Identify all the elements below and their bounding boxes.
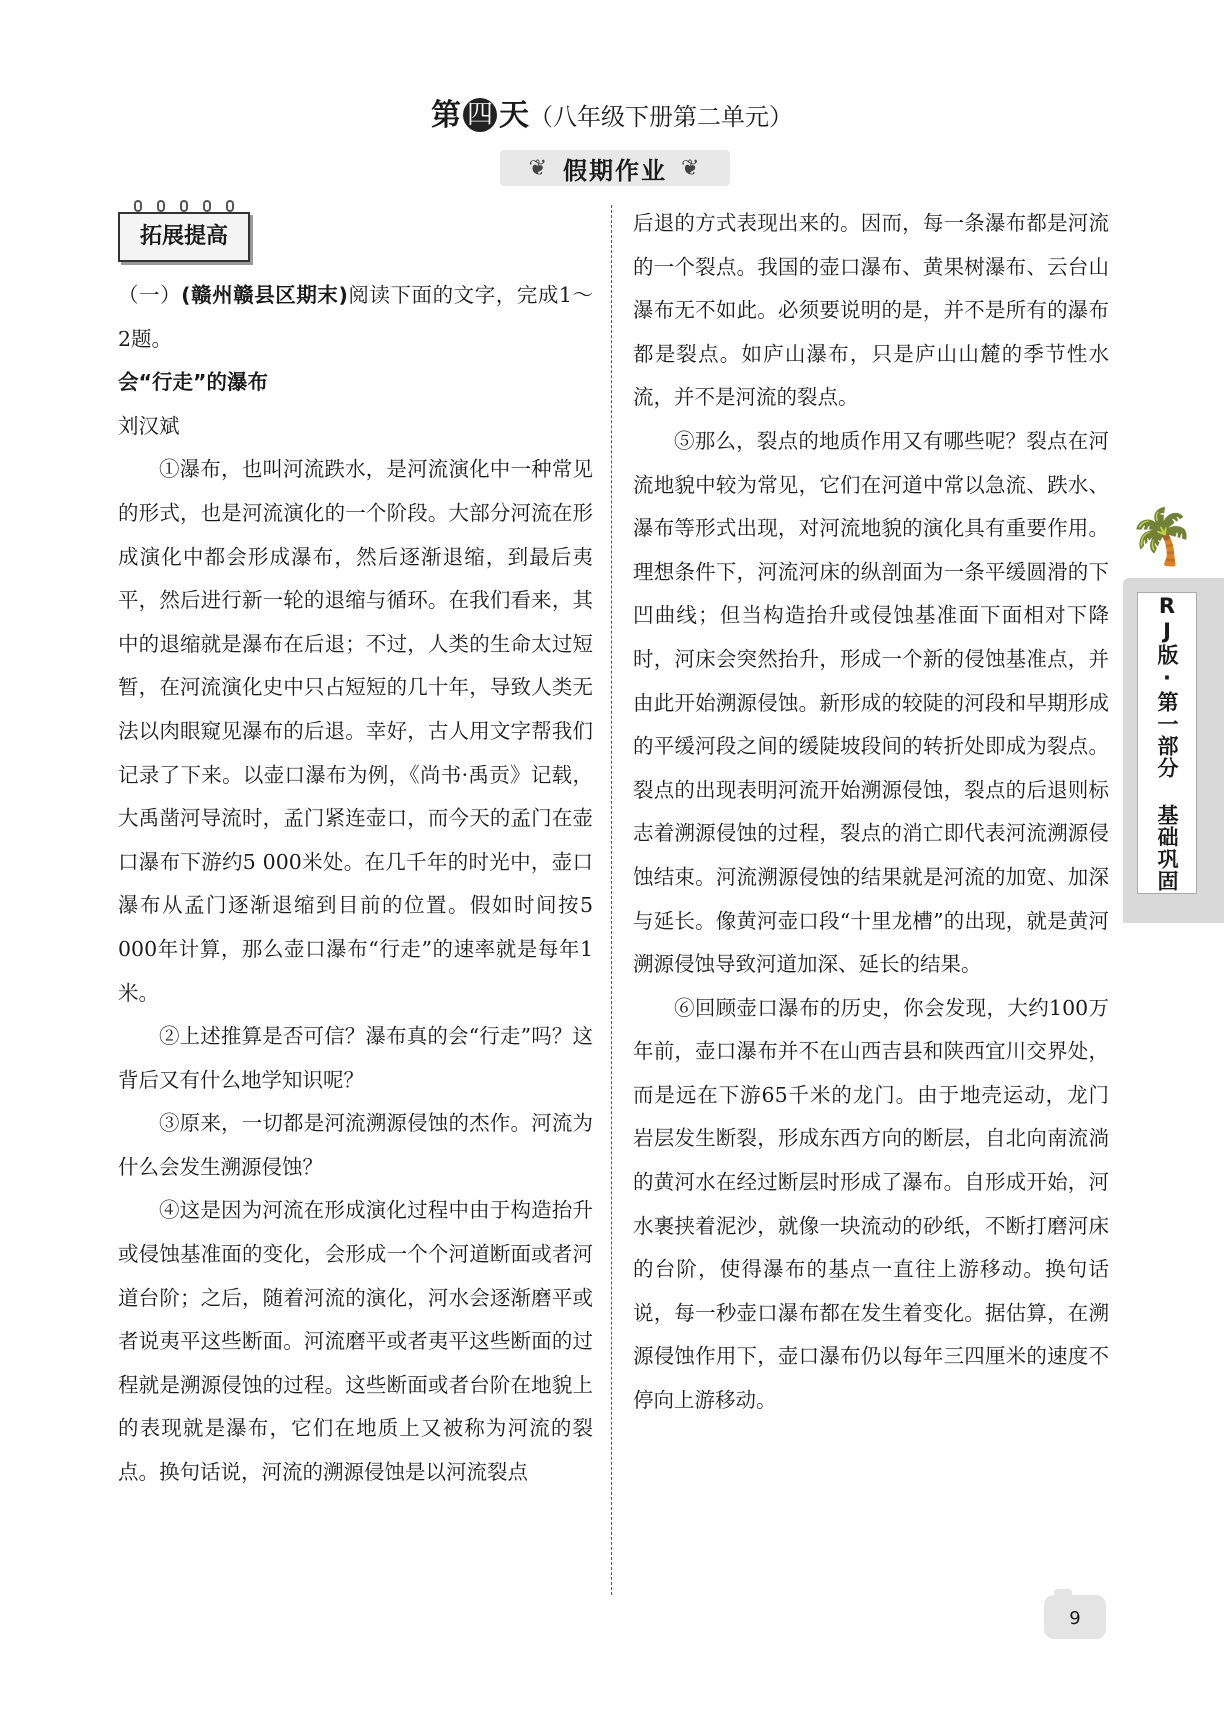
banner-title: 假期作业 (563, 156, 667, 185)
header-subtitle: （八年级下册第二单元） (529, 103, 793, 131)
palm-tree-icon: 🌴 (1128, 505, 1196, 568)
bird-left-icon: ❦ (528, 155, 549, 181)
intro-number: （一） (118, 283, 182, 307)
intro-source: (赣州赣县区期末) (181, 283, 348, 307)
section-tag-wrap (118, 200, 593, 274)
page-number: 9 (1044, 1595, 1106, 1639)
column-divider (611, 205, 612, 1595)
section-tag: 拓展提高 (118, 212, 250, 262)
paragraph-5: ⑤那么，裂点的地质作用又有哪些呢？裂点在河流地貌中较为常见，它们在河道中常以急流、跌水、瀑布等形式出现，对河流地貌的演化具有重要作用。理想条件下，河流河床的纵剖面为一条平缓圆滑的下凹曲线；但当构造抬升或侵蚀基准面下面相对下降时，河床会突然抬升，形成一个新的侵蚀基准点，并由此开始溯源侵蚀。新形成的较陡的河段和早期形成的平缓河段之间的缓陡坡段间的转折处即成为裂点。裂点的出现表明河流开始溯源侵蚀，裂点的后退则标志着溯源侵蚀的过程，裂点的消亡即代表河流溯源侵蚀结束。河流溯源侵蚀的结果就是河流的加宽、加深与延长。像黄河壶口段“十里龙槽”的出现，就是黄河溯源侵蚀导致河道加深、延长的结果。 (633, 428, 1109, 977)
day-suffix: 天 (499, 98, 529, 133)
article-title: 会“行走”的瀑布 (118, 370, 268, 395)
left-column (118, 200, 593, 1495)
question-intro (118, 274, 593, 361)
day-prefix: 第 (431, 98, 461, 133)
paragraph-3: ③原来，一切都是河流溯源侵蚀的杰作。河流为什么会发生溯源侵蚀？ (118, 1111, 593, 1179)
paragraph-4: ④这是因为河流在形成演化过程中由于构造抬升或侵蚀基准面的变化，会形成一个个河道断面或者河道台阶；之后，随着河流的演化，河水会逐渐磨平或者说夷平这些断面。河流磨平或者夷平这些断面的过程就是溯源侵蚀的过程。这些断面或者台阶在地貌上的表现就是瀑布，它们在地质上又被称为河流的裂点。换句话说，河流的溯源侵蚀是以河流裂点 (118, 1198, 593, 1485)
right-column (633, 202, 1109, 1423)
intro-text: 阅读下面的文字，完成1～2题。 (118, 283, 594, 351)
bird-right-icon: ❦ (681, 155, 702, 181)
side-tab (1123, 578, 1224, 923)
article-author: 刘汉斌 (118, 413, 180, 438)
side-tab-label: RJ版·第一部分 基础巩固 (1137, 592, 1197, 894)
day-number-badge: 四 (463, 98, 497, 132)
paragraph-6: ⑥回顾壶口瀑布的历史，你会发现，大约100万年前，壶口瀑布并不在山西吉县和陕西宜川交界处，而是远在下游65千米的龙门。由于地壳运动，龙门岩层发生断裂，形成东西方向的断层，自北向南流淌的黄河水在经过断层时形成了瀑布。自形成开始，河水裹挟着泥沙，就像一块流动的砂纸，不断打磨河床的台阶，使得瀑布的基点一直往上游移动。换句话说，每一秒壶口瀑布都在发生着变化。据估算，在溯源侵蚀作用下，壶口瀑布仍以每年三四厘米的速度不停向上游移动。 (633, 995, 1109, 1413)
paragraph-1: ①瀑布，也叫河流跌水，是河流演化中一种常见的形式，也是河流演化的一个阶段。大部分河流在形成演化中都会形成瀑布，然后逐渐退缩，到最后夷平，然后进行新一轮的退缩与循环。在我们看来，其中的退缩就是瀑布在后退；不过，人类的生命太过短暂，在河流演化史中只占短短的几十年，导致人类无法以肉眼窥见瀑布的后退。幸好，古人用文字帮我们记录了下来。以壶口瀑布为例，《尚书·禹贡》记载，大禹凿河导流时，孟门紧连壶口，而今天的孟门在壶口瀑布下游约5 000米处。在几千年的时光中，壶口瀑布从孟门逐渐退缩到目前的位置。假如时间按5 000年计算，那么壶口瀑布“行走”的速率就是每年1米。 (118, 457, 593, 1005)
paragraph-2: ②上述推算是否可信？瀑布真的会“行走”吗？这背后又有什么地学知识呢？ (118, 1024, 593, 1092)
paragraph-4-continued: 后退的方式表现出来的。因而，每一条瀑布都是河流的一个裂点。我国的壶口瀑布、黄果树瀑布、云台山瀑布无不如此。必须要说明的是，并不是所有的瀑布都是裂点。如庐山瀑布，只是庐山山麓的季节性水流，并不是河流的裂点。 (633, 211, 1109, 410)
page-header (0, 90, 1224, 134)
notebook-rings-icon (134, 200, 234, 212)
homework-banner (500, 150, 730, 186)
